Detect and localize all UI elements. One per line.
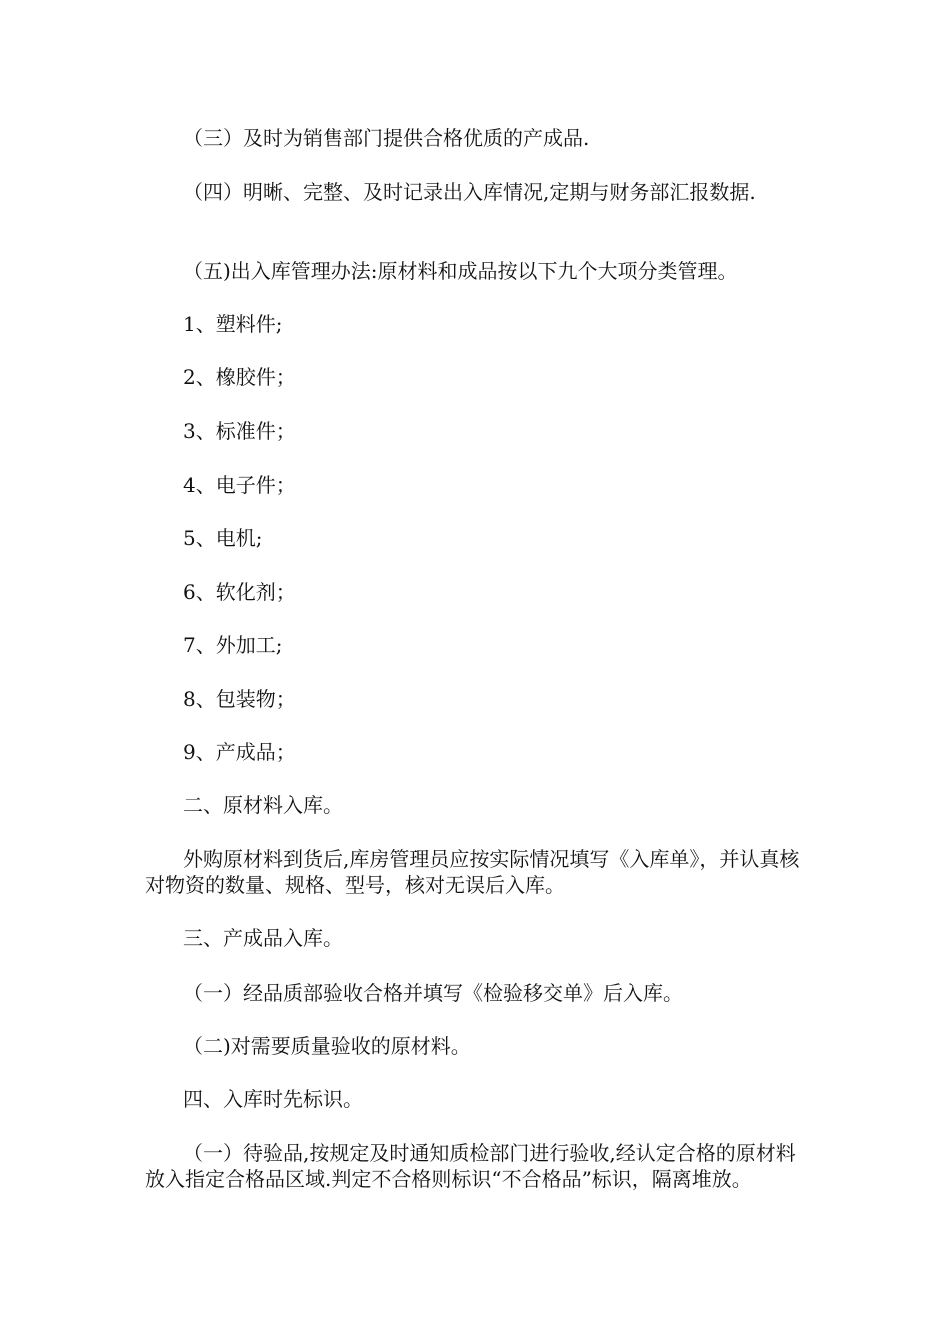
list-item-2: 2、橡胶件； [183,365,296,389]
list-item-4: 4、电子件； [183,473,296,497]
list-item-5: 5、电机; [183,526,263,550]
list-item-9: 9、产成品； [183,740,296,764]
paragraph-product-1: （一）经品质部验收合格并填写《检验移交单》后入库。 [183,981,683,1005]
section-heading-4: 四、入库时先标识。 [183,1087,363,1111]
paragraph-3: （三）及时为销售部门提供合格优质的产成品. [183,126,590,150]
paragraph-raw-material: 外购原材料到货后,库房管理员应按实际情况填写《入库单》，并认真核对物资的数量、规格、型号，核对无误后入库。 [145,847,800,897]
list-item-3: 3、标准件； [183,419,296,443]
paragraph-5: （五)出入库管理办法:原材料和成品按以下九个大项分类管理。 [183,259,738,283]
paragraph-inspection: （一）待验品,按规定及时通知质检部门进行验收,经认定合格的原材料放入指定合格品区域.判定不合格则标识“不合格品”标识，隔离堆放。 [145,1141,796,1191]
paragraph-4: （四）明晰、完整、及时记录出入库情况,定期与财务部汇报数据. [183,180,756,204]
list-item-1: 1、塑料件; [183,312,283,336]
section-heading-3: 三、产成品入库。 [183,926,343,950]
paragraph-product-2: （二)对需要质量验收的原材料。 [183,1034,471,1058]
section-heading-2: 二、原材料入库。 [183,793,343,817]
list-item-7: 7、外加工; [183,633,283,657]
list-item-8: 8、包装物； [183,687,296,711]
list-item-6: 6、软化剂； [183,580,296,604]
